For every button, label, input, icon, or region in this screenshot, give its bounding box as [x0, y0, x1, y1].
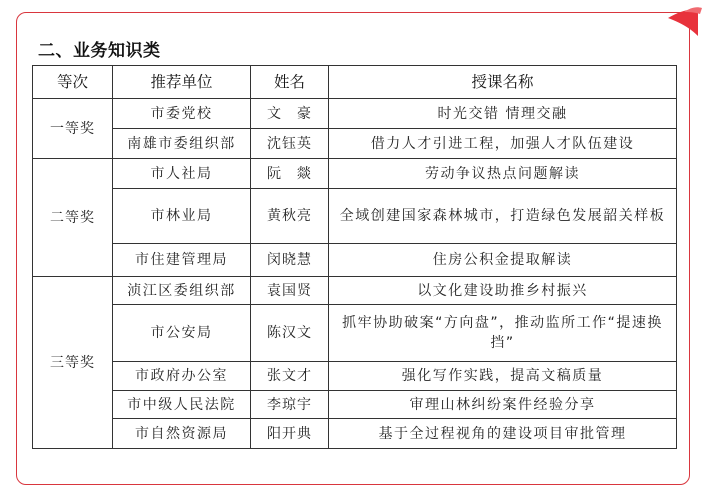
table-row: [33, 362, 677, 391]
course-cell: 劳动争议热点问题解读: [329, 159, 677, 189]
name-cell: 闵晓慧: [251, 244, 329, 277]
table-row: [33, 244, 677, 277]
unit-cell: 市林业局: [113, 189, 251, 244]
rank-cell: 三等奖: [33, 277, 113, 449]
name-cell: 袁国贤: [251, 277, 329, 305]
unit-cell: 市公安局: [113, 305, 251, 362]
unit-cell: 市住建管理局: [113, 244, 251, 277]
header-course: 授课名称: [329, 66, 677, 99]
header-rank: 等次: [33, 66, 113, 99]
unit-cell: 市政府办公室: [113, 362, 251, 391]
rank-cell: 一等奖: [33, 99, 113, 159]
name-cell: 阮 燚: [251, 159, 329, 189]
table-row: [33, 159, 677, 189]
header-name: 姓名: [251, 66, 329, 99]
awards-table: [32, 65, 677, 449]
table-row: [33, 129, 677, 159]
course-cell: 时光交错 情理交融: [329, 99, 677, 129]
course-cell: 住房公积金提取解读: [329, 244, 677, 277]
header-row: [33, 66, 677, 99]
corner-ribbon-decoration: [654, 0, 706, 44]
course-cell: 基于全过程视角的建设项目审批管理: [329, 419, 677, 449]
header-unit: 推荐单位: [113, 66, 251, 99]
course-cell: 审理山林纠纷案件经验分享: [329, 391, 677, 419]
table-row: [33, 305, 677, 362]
unit-cell: 浈江区委组织部: [113, 277, 251, 305]
course-cell: 强化写作实践，提高文稿质量: [329, 362, 677, 391]
unit-cell: 南雄市委组织部: [113, 129, 251, 159]
name-cell: 李琼宇: [251, 391, 329, 419]
name-cell: 阳开典: [251, 419, 329, 449]
table-row: [33, 277, 677, 305]
table-row: [33, 99, 677, 129]
course-cell: 借力人才引进工程，加强人才队伍建设: [329, 129, 677, 159]
name-cell: 陈汉文: [251, 305, 329, 362]
name-cell: 张文才: [251, 362, 329, 391]
course-cell: 以文化建设助推乡村振兴: [329, 277, 677, 305]
unit-cell: 市中级人民法院: [113, 391, 251, 419]
table-row: [33, 419, 677, 449]
name-cell: 黄秋亮: [251, 189, 329, 244]
table-row: [33, 391, 677, 419]
course-cell: 抓牢协助破案“方向盘”，推动监所工作“提速换挡”: [329, 305, 677, 362]
name-cell: 文 豪: [251, 99, 329, 129]
unit-cell: 市委党校: [113, 99, 251, 129]
table-row: [33, 189, 677, 244]
course-cell: 全域创建国家森林城市，打造绿色发展韶关样板: [329, 189, 677, 244]
section-title: 二、业务知识类: [38, 41, 161, 61]
rank-cell: 二等奖: [33, 159, 113, 277]
name-cell: 沈钰英: [251, 129, 329, 159]
unit-cell: 市人社局: [113, 159, 251, 189]
unit-cell: 市自然资源局: [113, 419, 251, 449]
